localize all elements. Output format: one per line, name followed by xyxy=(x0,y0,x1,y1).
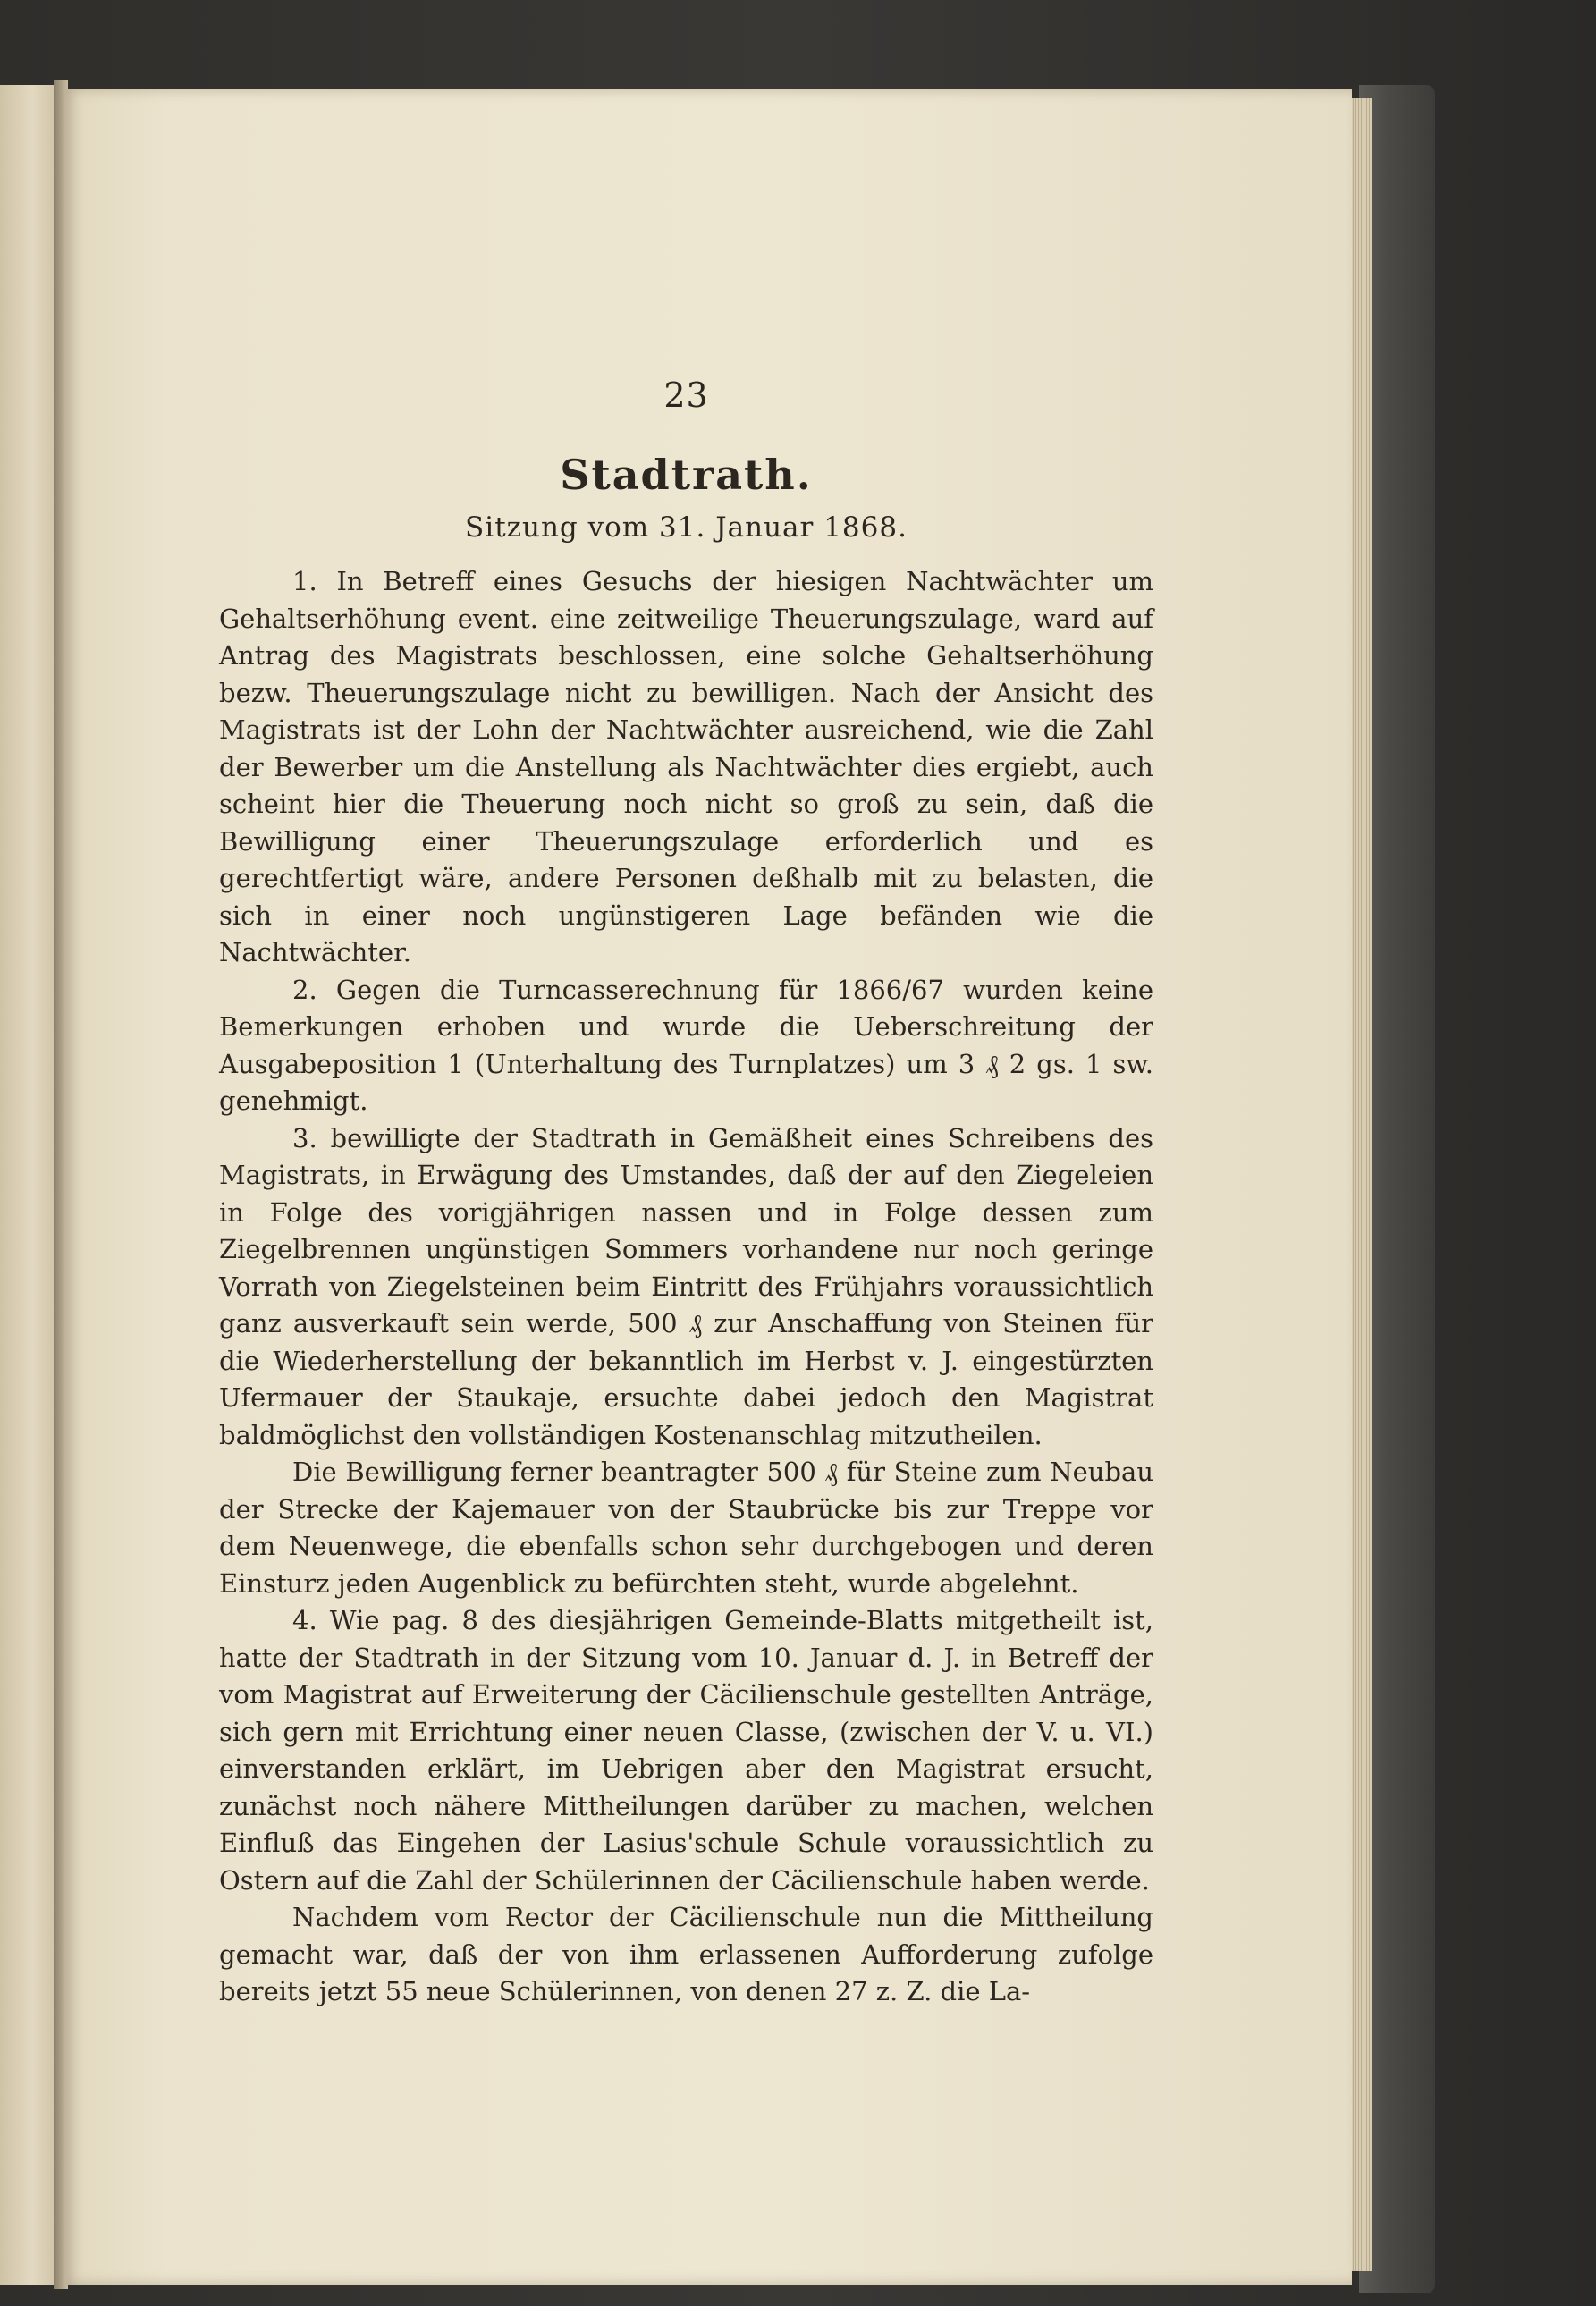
session-date: Sitzung vom 31. Januar 1868. xyxy=(465,511,908,544)
page-number: 23 xyxy=(663,376,709,415)
paragraph-5: 4. Wie pag. 8 des diesjährigen Gemeinde-Blatts mitgetheilt ist, hatte der Stadtrath in der Sitzung vom 10. Januar d. J. in Betreff der vom Magistrat auf Erweiterung der Cäcilienschule gestellten Anträge, sich gern mit Errichtung einer neuen Classe, (zwischen der V. u. VI.) einverstanden erklärt, im Uebrigen aber den Magistrat ersucht, zunächst noch nähere Mittheilungen darüber zu machen, welchen Einfluß das Eingehen der Lasius'schule Schule voraussichtlich zu Ostern auf die Zahl der Schülerinnen der Cäcilienschule haben werde. xyxy=(219,1605,1153,1896)
paragraph-2: 2. Gegen die Turncasserechnung für 1866/67 wurden keine Bemerkungen erhoben und wurde die Ueberschreitung der Ausgabeposition 1 (Unterhaltung des Turnplatzes) um 3 ₰ 2 gs. 1 sw. genehmigt. xyxy=(219,974,1153,1116)
page-text-block xyxy=(219,376,1153,2011)
section-heading: Stadtrath. xyxy=(560,451,813,499)
left-page-edge xyxy=(0,85,55,2285)
paragraph-4: Die Bewilligung ferner beantragter 500 ₰ für Steine zum Neubau der Strecke der Kajemauer von der Staubrücke bis zur Treppe vor dem Neuenwege, die ebenfalls schon sehr durchgebogen und deren Einsturz jeden Augenblick zu befürchten steht, wurde abgelehnt. xyxy=(219,1457,1153,1599)
paragraph-3: 3. bewilligte der Stadtrath in Gemäßheit eines Schreibens des Magistrats, in Erwägung des Umstandes, daß der auf den Ziegeleien in Folge des vorigjährigen nassen und in Folge dessen zum Ziegelbrennen ungünstigen Sommers vorhandene nur noch geringe Vorrath von Ziegelsteinen beim Eintritt des Frühjahrs voraussichtlich ganz ausverkauft sein werde, 500 ₰ zur Anschaffung von Steinen für die Wiederherstellung der bekanntlich im Herbst v. J. eingestürzten Ufermauer der Staukaje, ersuchte dabei jedoch den Magistrat baldmöglichst den vollständigen Kostenanschlag mitzutheilen. xyxy=(219,1122,1153,1450)
paragraph-6: Nachdem vom Rector der Cäcilienschule nun die Mittheilung gemacht war, daß der von ihm erlassenen Aufforderung zufolge bereits jetzt 55 neue Schülerinnen, von denen 27 z. Z. die La- xyxy=(219,1902,1153,2006)
paragraph-1: 1. In Betreff eines Gesuchs der hiesigen Nachtwächter um Gehaltserhöhung event. eine zeitweilige Theuerungszulage, ward auf Antrag des Magistrats beschlossen, eine solche Gehaltserhöhung bezw. Theuerungszulage nicht zu bewilligen. Nach der Ansicht des Magistrats ist der Lohn der Nachtwächter ausreichend, wie die Zahl der Bewerber um die Anstellung als Nachtwächter dies ergiebt, auch scheint hier die Theuerung noch nicht so groß zu sein, daß die Bewilligung einer Theuerungszulage erforderlich und es gerechtfertigt wäre, andere Personen deßhalb mit zu belasten, die sich in einer noch ungünstigeren Lage befänden wie die Nachtwächter. xyxy=(219,566,1153,967)
book-page xyxy=(64,89,1352,2285)
